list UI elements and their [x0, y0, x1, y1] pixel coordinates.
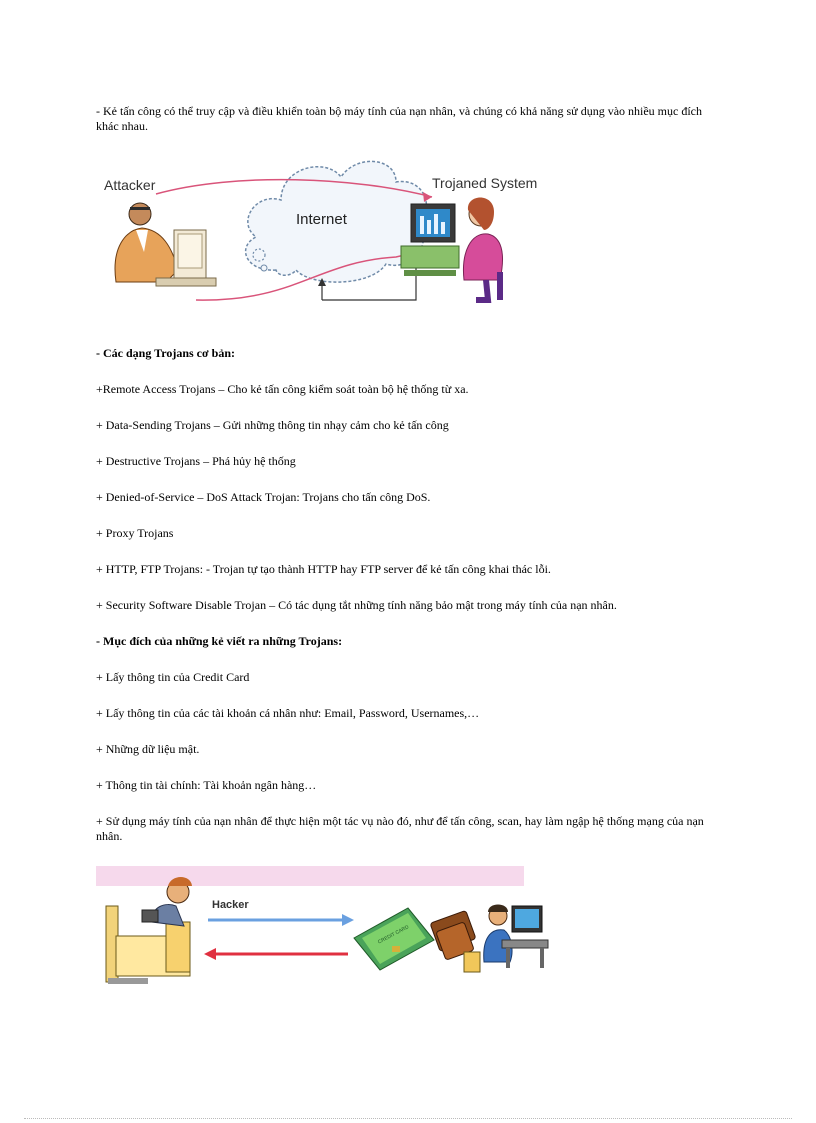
attacker-person-icon [115, 203, 216, 286]
trojan-attack-diagram [96, 152, 556, 312]
credit-card-icon [354, 908, 434, 970]
hacker-credit-card-diagram [96, 866, 556, 996]
list-item: + Proxy Trojans [96, 526, 174, 540]
card-text: CREDIT CARD [377, 924, 410, 946]
attacker-label: Attacker [104, 177, 156, 193]
purposes-heading: - Mục đích của những kẻ viết ra những Trojans: [96, 634, 343, 648]
trojaned-system-label: Trojaned System [432, 175, 538, 191]
list-item: + Lấy thông tin của các tài khoản cá nhân như: Email, Password, Usernames,… [96, 706, 480, 720]
figure-banner [96, 866, 524, 886]
hacker-label: Hacker [212, 899, 249, 911]
types-heading: - Các dạng Trojans cơ bản: [96, 346, 235, 360]
list-item: +Remote Access Trojans – Cho kẻ tấn công kiểm soát toàn bộ hệ thống từ xa. [96, 382, 469, 396]
list-item: + Destructive Trojans – Phá hủy hệ thống [96, 454, 296, 468]
list-item: + Security Software Disable Trojan – Có tác dụng tắt những tính năng bảo mật trong máy tính của nạn nhân. [96, 598, 617, 612]
list-item: + Lấy thông tin của Credit Card [96, 670, 250, 684]
wallet-icon [430, 910, 480, 972]
list-item: + Sử dụng máy tính của nạn nhân để thực hiện một tác vụ nào đó, như để tấn công, scan, hay làm ngập hệ thống mạng của nạn nhân. [96, 814, 704, 843]
page-bottom-rule [24, 1118, 792, 1119]
hacker-person-icon [106, 877, 192, 984]
arrow-head-icon [423, 192, 432, 202]
user-computer-icon [484, 905, 548, 969]
list-item: + HTTP, FTP Trojans: - Trojan tự tạo thành HTTP hay FTP server để kẻ tấn công khai thác lỗi. [96, 562, 551, 576]
list-item: + Thông tin tài chính: Tài khoản ngân hàng… [96, 778, 317, 792]
intro-paragraph: - Kẻ tấn công có thể truy cập và điều khiển toàn bộ máy tính của nạn nhân, và chúng có khả năng sử dụng vào nhiều mục đích khác nhau. [96, 104, 702, 133]
list-item: + Data-Sending Trojans – Gửi những thông tin nhạy cảm cho kẻ tấn công [96, 418, 449, 432]
list-item: + Denied-of-Service – DoS Attack Trojan: Trojans cho tấn công DoS. [96, 490, 431, 504]
internet-label: Internet [296, 211, 347, 228]
victim-person-icon [463, 198, 502, 301]
list-item: + Những dữ liệu mật. [96, 742, 200, 756]
